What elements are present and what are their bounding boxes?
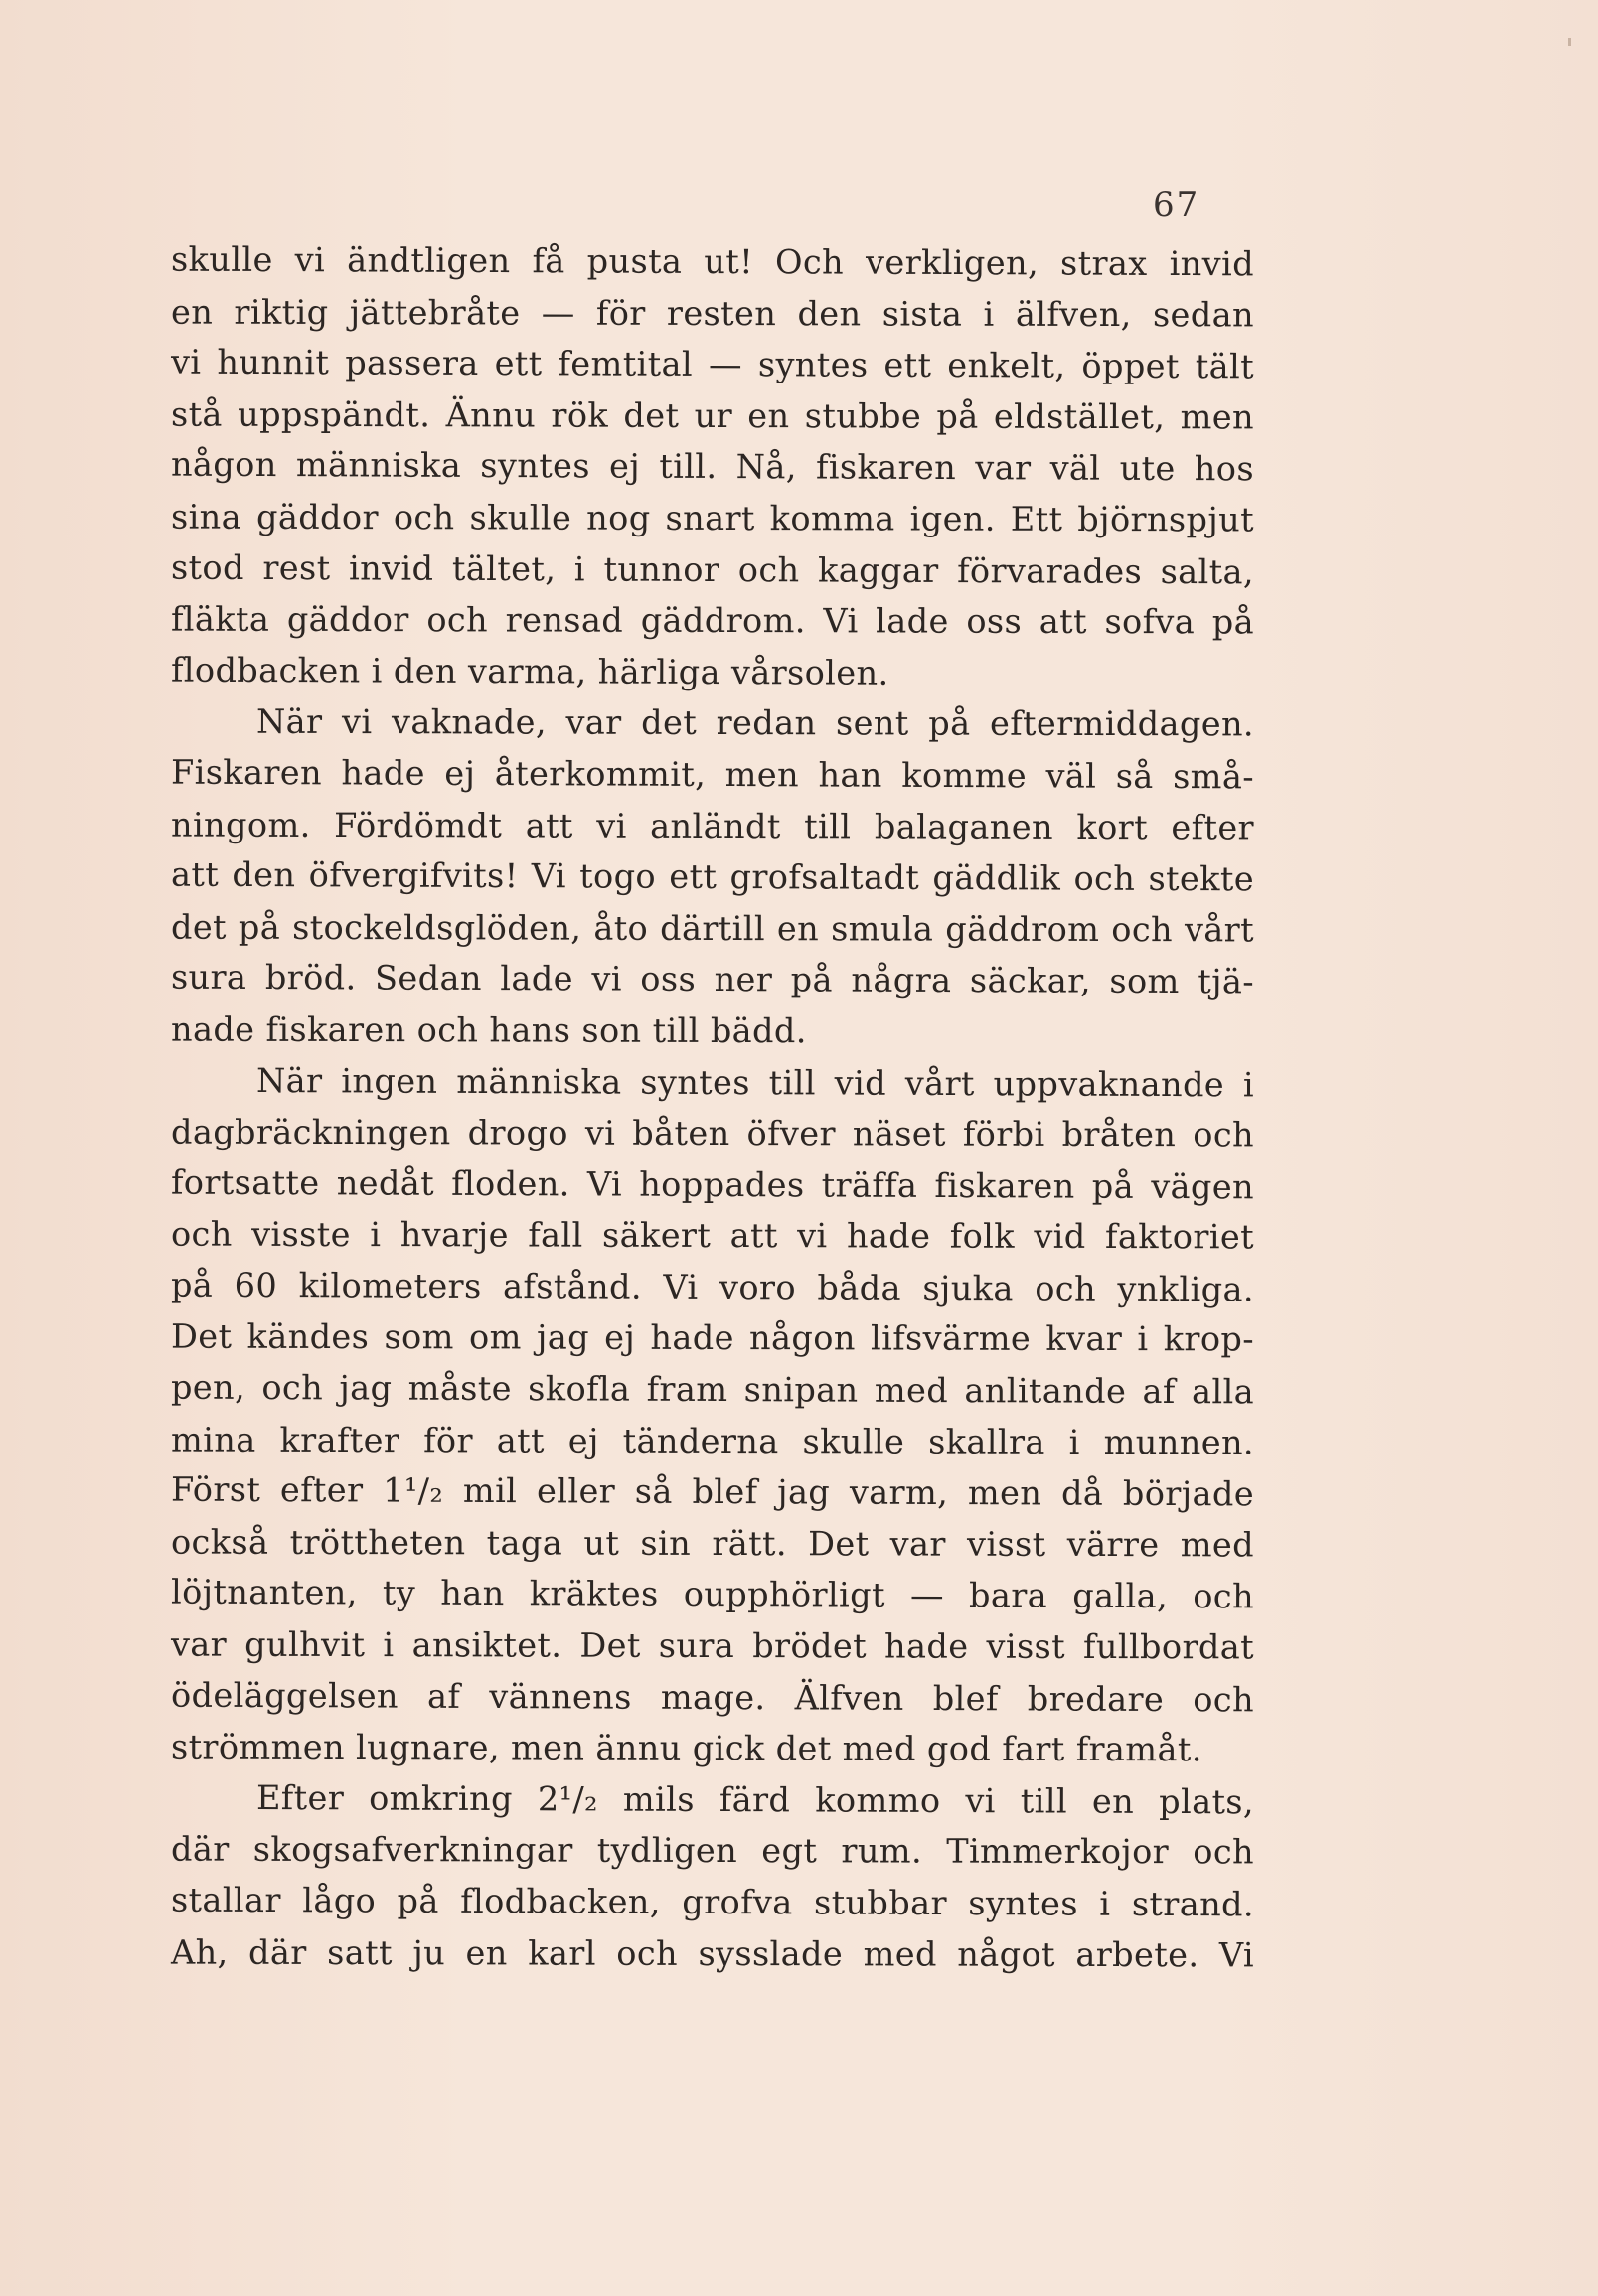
text-line: någon människa syntes ej till. Nå, fiskaren var väl ute hos xyxy=(170,444,1255,489)
text-line: löjtnanten, ty han kräktes oupphörligt — bara galla, och xyxy=(170,1573,1255,1616)
text-line: var gulhvit i ansiktet. Det sura brödet hade visst fullbordat xyxy=(170,1624,1255,1667)
text-line: pen, och jag måste skofla fram snipan med anlitande af alla xyxy=(170,1367,1255,1412)
text-line: där skogsafverkningar tydligen egt rum. Timmerkojor och xyxy=(170,1829,1255,1872)
text-line: dagbräckningen drogo vi båten öfver näset förbi bråten och xyxy=(170,1112,1255,1154)
text-line: Ah, där satt ju en karl och sysslade med något arbete. Vi xyxy=(170,1932,1255,1975)
text-line: mina krafter för att ej tänderna skulle skallra i munnen. xyxy=(170,1420,1255,1462)
margin-speck xyxy=(1568,38,1571,46)
text-line: på 60 kilometers afstånd. Vi voro båda sjuka och ynkliga. xyxy=(170,1265,1255,1309)
text-line: det på stockeldsglöden, åto därtill en smula gäddrom och vårt xyxy=(170,907,1255,950)
text-line: Fiskaren hade ej återkommit, men han komme väl så små- xyxy=(170,752,1255,797)
text-line: ningom. Fördömdt att vi anländt till balaganen kort efter xyxy=(170,805,1255,846)
text-line: fläkta gäddor och rensad gäddrom. Vi lade oss att sofva på xyxy=(170,599,1255,642)
text-line: en riktig jättebråte — för resten den sista i älfven, sedan xyxy=(170,292,1255,335)
text-line: också tröttheten taga ut sin rätt. Det var visst värre med xyxy=(170,1522,1255,1565)
text-line: strömmen lugnare, men ännu gick det med god fart framåt. xyxy=(170,1727,1202,1769)
text-line: skulle vi ändtligen få pusta ut! Och verkligen, strax invid xyxy=(170,239,1255,284)
page-number: 67 xyxy=(1153,185,1200,225)
text-line: flodbacken i den varma, härliga vårsolen. xyxy=(170,650,889,692)
text-line: fortsatte nedåt floden. Vi hoppades träffa fiskaren på vägen xyxy=(170,1162,1255,1207)
text-line: stallar lågo på flodbacken, grofva stubbar syntes i strand. xyxy=(170,1880,1255,1924)
text-line: Först efter 1¹/₂ mil eller så blef jag varm, men då började xyxy=(170,1469,1255,1514)
text-line: sura bröd. Sedan lade vi oss ner på några säckar, som tjä- xyxy=(170,957,1255,1001)
text-line: När ingen människa syntes till vid vårt uppvaknande i xyxy=(255,1060,1255,1104)
text-line: vi hunnit passera ett femtital — syntes ett enkelt, öppet tält xyxy=(170,342,1255,386)
text-line: stod rest invid tältet, i tunnor och kaggar förvarades salta, xyxy=(170,547,1255,591)
text-line: nade fiskaren och hans son till bädd. xyxy=(170,1009,807,1051)
text-line: och visste i hvarje fall säkert att vi hade folk vid faktoriet xyxy=(170,1214,1255,1257)
text-line: ödeläggelsen af vännens mage. Älfven blef bredare och xyxy=(170,1675,1255,1720)
text-line: Det kändes som om jag ej hade någon lifsvärme kvar i krop- xyxy=(170,1317,1255,1359)
text-line: Efter omkring 2¹/₂ mils färd kommo vi till en plats, xyxy=(255,1777,1255,1822)
text-line: sina gäddor och skulle nog snart komma igen. Ett björnspjut xyxy=(170,497,1255,539)
text-line: stå uppspändt. Ännu rök det ur en stubbe på eldstället, men xyxy=(170,394,1255,437)
text-line: att den öfvergifvits! Vi togo ett grofsaltadt gäddlik och stekte xyxy=(170,854,1255,899)
text-line: När vi vaknade, var det redan sent på eftermiddagen. xyxy=(255,702,1255,744)
body-text xyxy=(171,236,1254,1979)
